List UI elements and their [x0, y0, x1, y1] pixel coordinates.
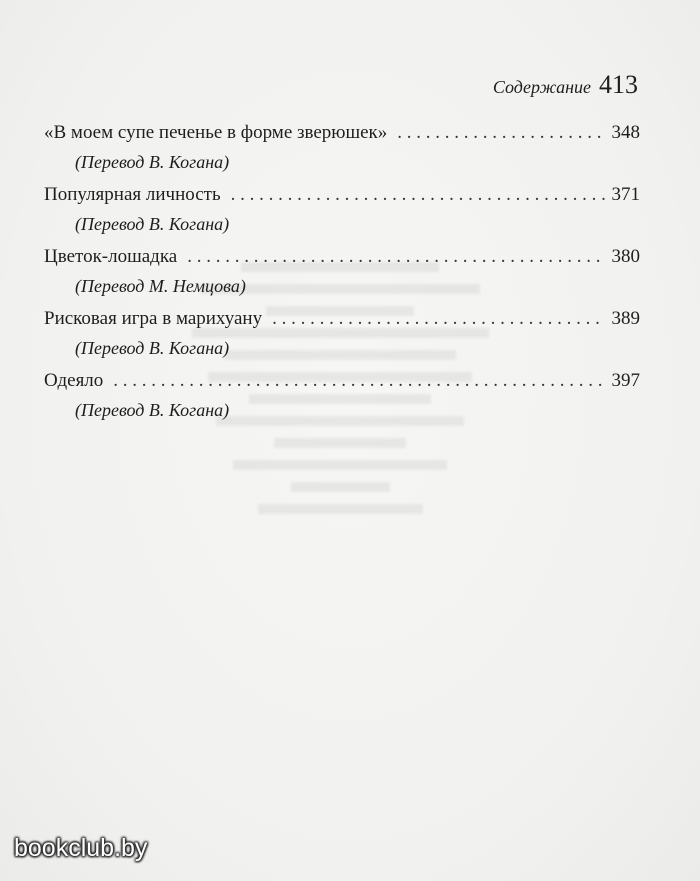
running-head-section: Содержание	[492, 77, 591, 97]
table-of-contents	[44, 122, 640, 432]
dot-leader	[397, 122, 605, 144]
toc-entry-translator: (Перевод М. Немцова)	[75, 276, 246, 296]
toc-entry-page: 371	[611, 184, 640, 205]
toc-entry	[44, 308, 640, 362]
dot-leader	[113, 370, 605, 392]
site-watermark: bookclub.by	[14, 834, 148, 862]
toc-entry-title: Популярная личность	[44, 184, 221, 205]
toc-entry-translator: (Перевод В. Когана)	[75, 214, 230, 234]
toc-entry-page: 397	[611, 370, 640, 391]
toc-entry-title: Одеяло	[44, 370, 104, 391]
toc-entry-page: 348	[611, 122, 640, 143]
dot-leader	[272, 308, 605, 330]
dot-leader	[231, 184, 606, 206]
toc-entry-page: 389	[611, 308, 640, 329]
toc-entry-title: «В моем супе печенье в форме зверюшек»	[44, 122, 388, 143]
toc-entry	[44, 184, 640, 238]
toc-entry-translator: (Перевод В. Когана)	[75, 400, 230, 420]
toc-entry-translator: (Перевод В. Когана)	[75, 338, 230, 358]
toc-entry-page: 380	[611, 246, 640, 267]
page-number: 413	[599, 70, 638, 99]
toc-entry	[44, 370, 640, 424]
toc-entry	[44, 122, 640, 176]
toc-entry-title: Цветок-лошадка	[44, 246, 178, 267]
dot-leader	[187, 246, 605, 268]
running-head	[493, 70, 638, 100]
toc-entry-translator: (Перевод В. Когана)	[75, 152, 230, 172]
toc-entry	[44, 246, 640, 300]
toc-entry-title: Рисковая игра в марихуану	[44, 308, 263, 329]
